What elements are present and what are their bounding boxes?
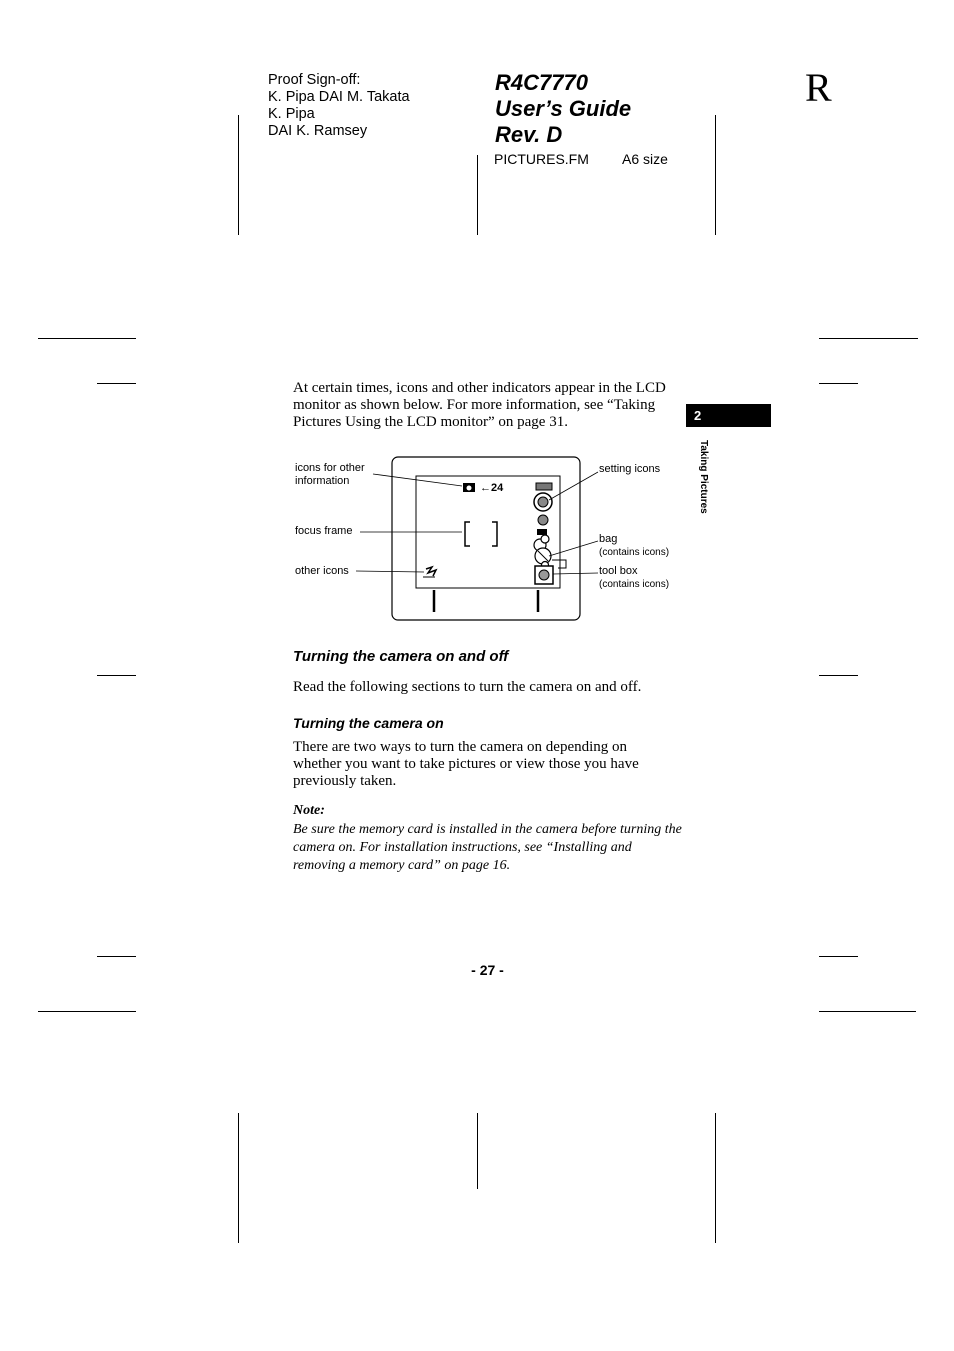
crop-mark — [38, 1011, 136, 1012]
crop-mark — [97, 383, 136, 384]
paragraph: There are two ways to turn the camera on depending on whether you want to take pictures or view those you have previously taken. — [293, 739, 639, 789]
proof-signoff — [268, 72, 410, 140]
label-line: tool box — [599, 565, 638, 577]
note-label: Note: — [293, 803, 325, 818]
label-tool-box — [599, 565, 669, 591]
crop-mark — [38, 338, 136, 339]
file-name: PICTURES.FM — [494, 151, 589, 167]
title-line: R4C7770 — [495, 70, 588, 95]
crop-mark — [715, 115, 716, 235]
lcd-monitor-figure — [290, 450, 690, 630]
file-info — [494, 151, 668, 167]
counter-arrow: ← — [480, 482, 491, 494]
chapter-number: 2 — [694, 408, 702, 423]
signoff-line: K. Pipa DAI M. Takata — [268, 89, 410, 105]
chapter-tab — [686, 404, 771, 427]
label-setting-icons: setting icons — [599, 463, 661, 475]
subsection-heading: Turning the camera on — [293, 715, 444, 731]
label-bag — [599, 533, 669, 559]
label-line: icons for other — [295, 462, 365, 474]
crop-mark — [477, 155, 478, 235]
crop-mark — [819, 675, 858, 676]
crop-mark — [715, 1113, 716, 1243]
corner-letter: R — [805, 65, 832, 110]
note-text: Be sure the memory card is installed in the camera before turning the camera on. For installation instructions, see “Installing and removing a memory card” on page 16. — [293, 822, 682, 873]
signoff-line: Proof Sign-off: — [268, 72, 361, 88]
paragraph: Read the following sections to turn the camera on and off. — [293, 679, 642, 695]
counter-value: 24 — [491, 482, 504, 494]
label-other-icons: other icons — [295, 565, 349, 577]
document-title — [495, 70, 631, 148]
intro-paragraph: At certain times, icons and other indicators appear in the LCD monitor as shown below. For more information, see “Taking Pictures Using the LCD monitor” on page 31. — [293, 380, 666, 430]
crop-mark — [819, 956, 858, 957]
signoff-line: DAI K. Ramsey — [268, 123, 368, 139]
page-size: A6 size — [622, 151, 668, 167]
title-line: User’s Guide — [495, 96, 632, 121]
shot-counter — [480, 482, 503, 495]
signoff-line: K. Pipa — [268, 106, 315, 122]
section-heading: Turning the camera on and off — [293, 648, 509, 665]
title-line: Rev. D — [495, 122, 563, 147]
crop-mark — [238, 1113, 239, 1243]
crop-mark — [819, 383, 858, 384]
crop-mark — [97, 675, 136, 676]
crop-mark — [238, 115, 239, 235]
crop-mark — [819, 1011, 916, 1012]
label-focus-frame: focus frame — [295, 525, 353, 537]
label-line: (contains icons) — [599, 579, 670, 590]
label-line: information — [295, 475, 350, 487]
label-line: bag — [599, 533, 618, 545]
crop-mark — [819, 338, 918, 339]
label-icons-other-info — [295, 462, 365, 488]
crop-mark — [477, 1113, 478, 1189]
crop-mark — [97, 956, 136, 957]
page-number: - 27 - — [471, 962, 504, 978]
chapter-section-label: Taking Pictures — [698, 440, 709, 514]
label-line: (contains icons) — [599, 547, 670, 558]
